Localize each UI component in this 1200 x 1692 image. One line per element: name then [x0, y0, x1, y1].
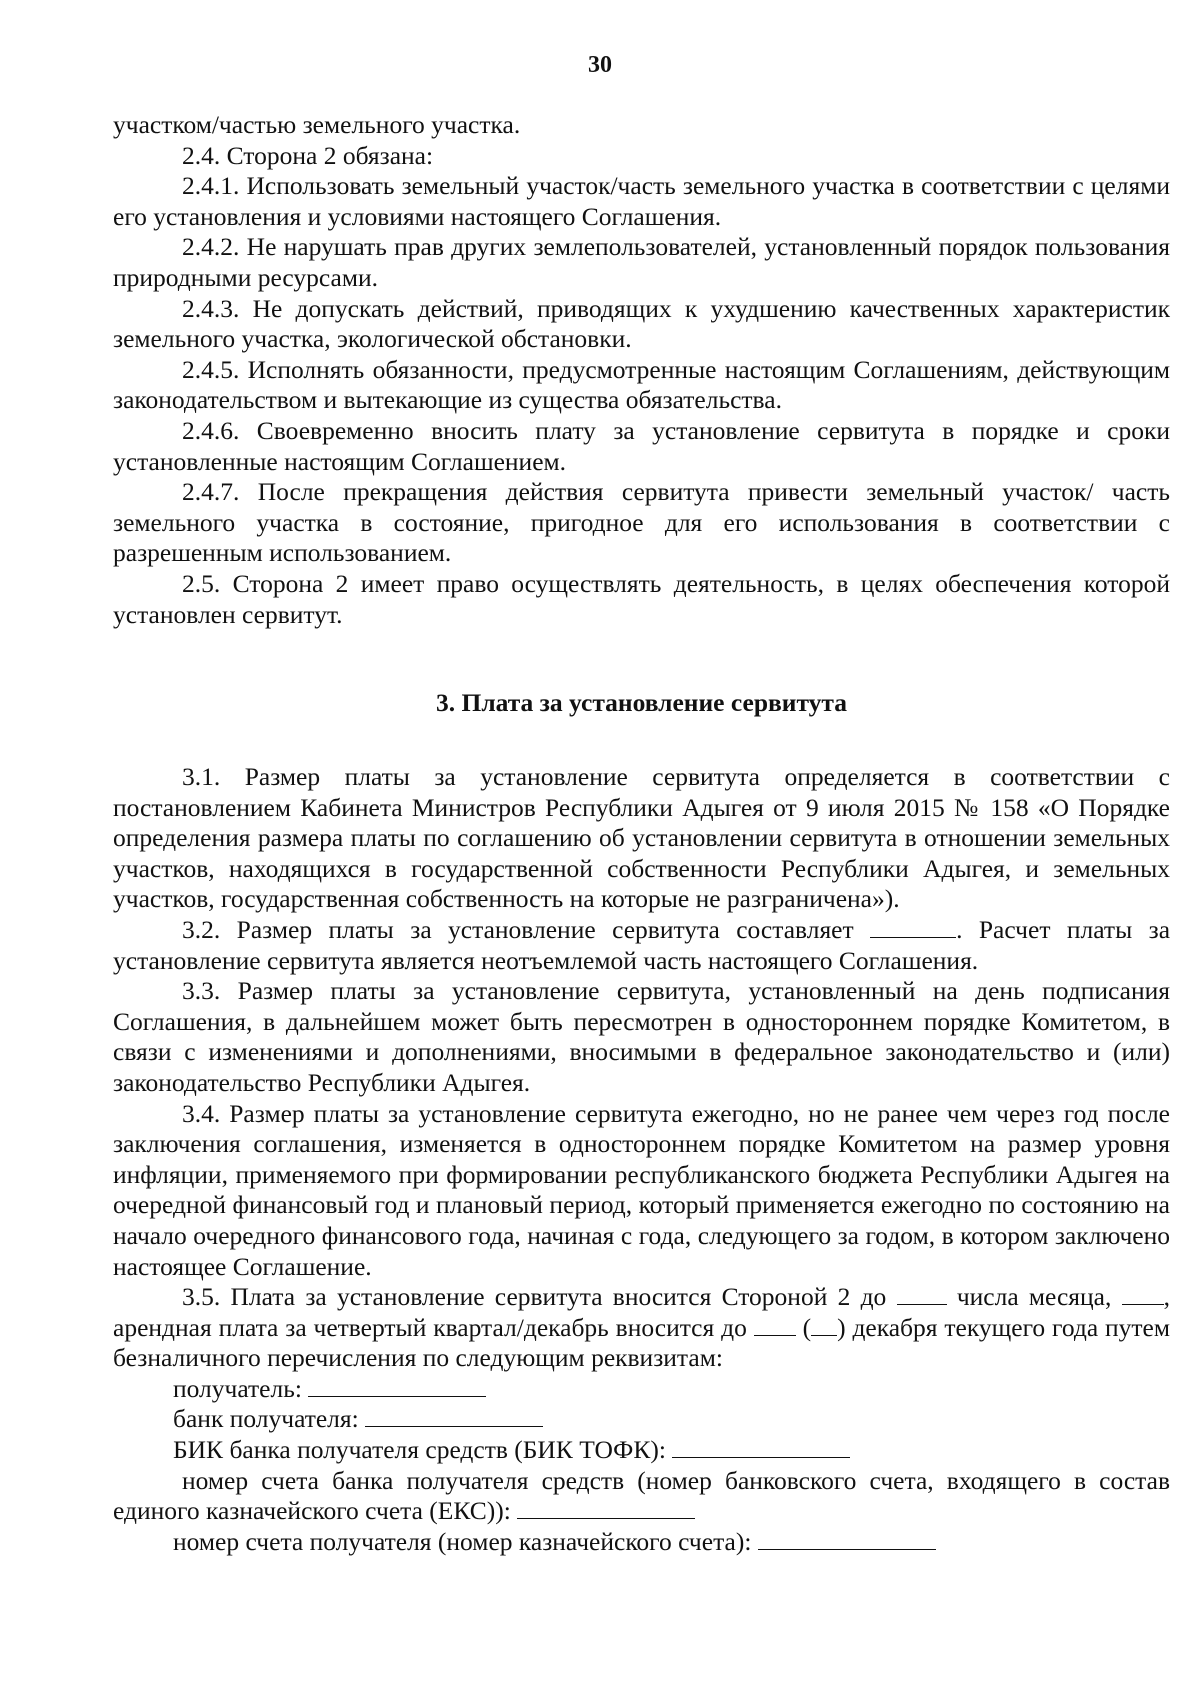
requisite-bank-account: [113, 1466, 1170, 1527]
section-3-heading-block: [113, 688, 1170, 719]
clause-2-4: 2.4. Сторона 2 обязана:: [182, 140, 434, 170]
requisite-bank-account-label: номер счета банка получателя средств (номер банковского счета, входящего в состав единого казначейского счета (ЕКС)):: [113, 1465, 1170, 1526]
clause-3-5-text-a: 3.5. Плата за установление сервитута вносится Стороной 2 до: [182, 1282, 887, 1312]
clause-3-5-text-b: числа месяца,: [956, 1282, 1112, 1312]
section-3-body: [113, 762, 1170, 1557]
clause-2-4-6: 2.4.6. Своевременно вносить плату за установление сервитута в порядке и сроки установленные настоящим Соглашением.: [113, 415, 1170, 476]
clause-2-4-5: 2.4.5. Исполнять обязанности, предусмотренные настоящим Соглашениям, действующим законодательством и вытекающие из существа обязательства.: [113, 354, 1170, 415]
clause-3-5-text-d: (: [802, 1312, 812, 1342]
clause-2-4-2: 2.4.2. Не нарушать прав других землепользователей, установленный порядок пользования природными ресурсами.: [113, 232, 1170, 292]
requisite-recipient: [113, 1374, 1170, 1405]
clause-3-2-text-b: . Расчет платы за установление сервитута является неотъемлемой часть настоящего Соглашения.: [113, 914, 1171, 975]
month-blank: [1122, 1282, 1164, 1305]
clause-3-2-text-a: 3.2. Размер платы за установление сервитута составляет: [182, 914, 854, 944]
page-number: 30: [588, 52, 612, 78]
requisite-bank: [113, 1404, 1170, 1435]
requisite-bik-label: БИК банка получателя средств (БИК ТОФК):: [173, 1435, 666, 1465]
requisite-bank-label: банк получателя:: [173, 1404, 359, 1434]
recipient-account-blank: [758, 1527, 936, 1550]
clause-2-4-1: 2.4.1. Использовать земельный участок/часть земельного участка в соответствии с целями его установления и условиями настоящего Соглашения.: [113, 171, 1170, 231]
section-2-body: [113, 110, 1170, 630]
bank-blank: [365, 1404, 543, 1427]
clause-3-5-text-c: , арендная плата за четвертый квартал/декабрь вносится до: [113, 1282, 1170, 1342]
clause-3-4: 3.4. Размер платы за установление сервитута ежегодно, но не ранее чем через год после заключения соглашения, изменяется в одностороннем порядке Комитетом на размер уровня инфляции, применяемого при формировании республиканского бюджета Республики Адыгея на очередной финансовый год и плановый период, который применяется ежегодно по состоянию на начало очередного финансового года, начиная с года, следующего за годом, в котором заключено настоящее Соглашение.: [113, 1098, 1170, 1281]
clause-3-1: 3.1. Размер платы за установление сервитута определяется в соответствии с постановлением Кабинета Министров Республики Адыгея от 9 июля 2015 № 158 «О Порядке определения размера платы по соглашению об установлении сервитута в отношении земельных участков, находящихся в государственной собственности Республики Адыгея, и земельных участков, государственная собственность на которые не разграничена»).: [113, 762, 1170, 914]
clause-3-5-text-e: ) декабря текущего года путем безналичного перечисления по следующим реквизитам:: [113, 1312, 1171, 1373]
day-blank: [897, 1282, 947, 1305]
section-3-heading: 3. Плата за установление сервитута: [435, 688, 847, 717]
clause-3-3: 3.3. Размер платы за установление сервитута, установленный на день подписания Соглашения, в дальнейшем может быть пересмотрен в одностороннем порядке Комитетом, в связи с изменениями и дополнениями, вносимыми в федеральное законодательство и (или) законодательство Республики Адыгея.: [113, 976, 1170, 1097]
amount-blank: [870, 915, 956, 938]
paragraph-continuation: участком/частью земельного участка.: [113, 110, 521, 139]
december-day-blank: [754, 1313, 796, 1336]
requisite-recipient-label: получатель:: [173, 1373, 302, 1403]
clause-3-2: [113, 915, 1170, 976]
clause-2-4-3: 2.4.3. Не допускать действий, приводящих к ухудшению качественных характеристик земельного участка, экологической обстановки.: [113, 293, 1170, 354]
december-day-words-blank: [811, 1313, 837, 1336]
bank-account-blank: [517, 1496, 695, 1519]
requisite-bik: [113, 1435, 1170, 1466]
recipient-blank: [308, 1374, 486, 1397]
bik-blank: [672, 1435, 850, 1458]
clause-2-5: 2.5. Сторона 2 имеет право осуществлять деятельность, в целях обеспечения которой установлен сервитут.: [113, 568, 1170, 629]
requisite-recipient-account-label: номер счета получателя (номер казначейского счета):: [173, 1526, 752, 1556]
requisite-recipient-account: [113, 1527, 1170, 1558]
clause-2-4-7: 2.4.7. После прекращения действия сервитута привести земельный участок/ часть земельного участка в состояние, пригодное для его использования в соответствии с разрешенным использованием.: [113, 477, 1170, 568]
clause-3-5: [113, 1282, 1170, 1374]
